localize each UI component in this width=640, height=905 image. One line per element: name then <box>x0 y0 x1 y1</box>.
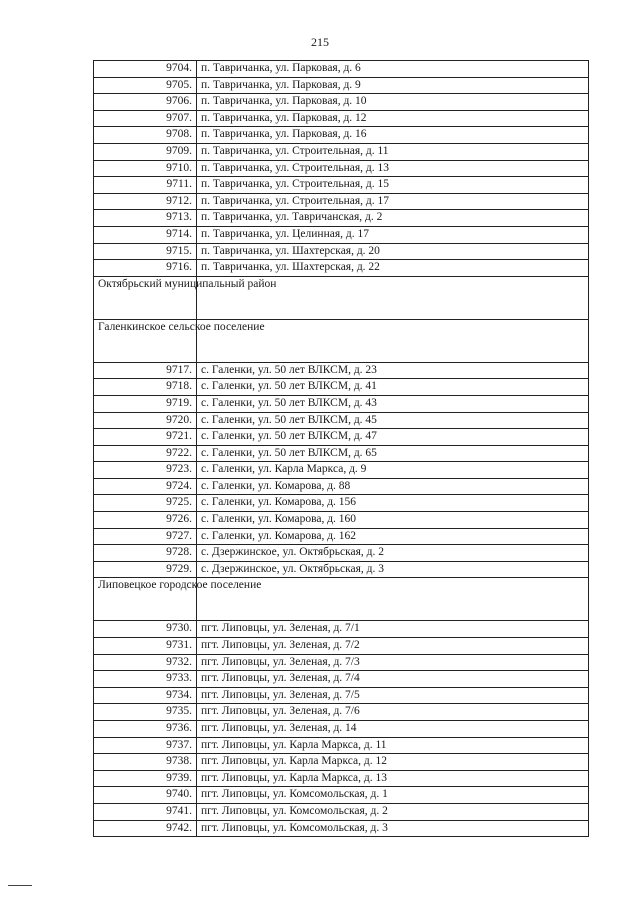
row-number: 9741. <box>94 803 197 820</box>
section-label: Галенкинское сельское поселение <box>94 319 197 362</box>
row-number: 9721. <box>94 429 197 446</box>
row-number: 9729. <box>94 561 197 578</box>
row-address: пгт. Липовцы, ул. Комсомольская, д. 3 <box>197 820 589 837</box>
row-number: 9719. <box>94 395 197 412</box>
row-number: 9711. <box>94 177 197 194</box>
row-address: п. Тавричанка, ул. Тавричанская, д. 2 <box>197 210 589 227</box>
table-row <box>94 193 589 210</box>
table-row <box>94 787 589 804</box>
footnote-divider <box>8 885 32 886</box>
row-address: п. Тавричанка, ул. Строительная, д. 17 <box>197 193 589 210</box>
row-number: 9706. <box>94 94 197 111</box>
row-number: 9736. <box>94 721 197 738</box>
table-row <box>94 621 589 638</box>
table-row <box>94 721 589 738</box>
table-row <box>94 412 589 429</box>
section-label: Октябрьский муниципальный район <box>94 276 197 319</box>
table-row <box>94 495 589 512</box>
row-address: пгт. Липовцы, ул. Комсомольская, д. 1 <box>197 787 589 804</box>
table-row <box>94 545 589 562</box>
row-address: с. Галенки, ул. Комарова, д. 88 <box>197 478 589 495</box>
row-address: с. Дзержинское, ул. Октябрьская, д. 2 <box>197 545 589 562</box>
table-row <box>94 770 589 787</box>
row-number: 9712. <box>94 193 197 210</box>
row-address: с. Галенки, ул. 50 лет ВЛКСМ, д. 23 <box>197 362 589 379</box>
table-row <box>94 94 589 111</box>
row-address: с. Галенки, ул. Карла Маркса, д. 9 <box>197 462 589 479</box>
row-number: 9723. <box>94 462 197 479</box>
row-number: 9730. <box>94 621 197 638</box>
table-row <box>94 512 589 529</box>
row-number: 9704. <box>94 61 197 78</box>
row-address: с. Галенки, ул. Комарова, д. 160 <box>197 512 589 529</box>
row-number: 9705. <box>94 77 197 94</box>
row-address: п. Тавричанка, ул. Парковая, д. 9 <box>197 77 589 94</box>
section-row <box>94 319 589 362</box>
row-address: пгт. Липовцы, ул. Зеленая, д. 7/5 <box>197 687 589 704</box>
table-row <box>94 362 589 379</box>
section-label: Липовецкое городское поселение <box>94 578 197 621</box>
table-row <box>94 110 589 127</box>
row-number: 9737. <box>94 737 197 754</box>
table-row <box>94 671 589 688</box>
section-row <box>94 276 589 319</box>
table-row <box>94 260 589 277</box>
row-number: 9707. <box>94 110 197 127</box>
row-number: 9708. <box>94 127 197 144</box>
row-address: п. Тавричанка, ул. Парковая, д. 16 <box>197 127 589 144</box>
row-address: пгт. Липовцы, ул. Зеленая, д. 7/3 <box>197 654 589 671</box>
row-number: 9739. <box>94 770 197 787</box>
table-row <box>94 820 589 837</box>
row-address: пгт. Липовцы, ул. Карла Маркса, д. 12 <box>197 754 589 771</box>
row-address: п. Тавричанка, ул. Парковая, д. 10 <box>197 94 589 111</box>
table-row <box>94 687 589 704</box>
table-row <box>94 143 589 160</box>
row-number: 9726. <box>94 512 197 529</box>
row-address: п. Тавричанка, ул. Строительная, д. 11 <box>197 143 589 160</box>
row-address: пгт. Липовцы, ул. Комсомольская, д. 2 <box>197 803 589 820</box>
row-number: 9728. <box>94 545 197 562</box>
row-address: пгт. Липовцы, ул. Зеленая, д. 7/2 <box>197 638 589 655</box>
table-row <box>94 395 589 412</box>
row-address: пгт. Липовцы, ул. Зеленая, д. 7/4 <box>197 671 589 688</box>
table-row <box>94 379 589 396</box>
table-row <box>94 445 589 462</box>
section-row <box>94 578 589 621</box>
row-address: п. Тавричанка, ул. Шахтерская, д. 20 <box>197 243 589 260</box>
table-row <box>94 462 589 479</box>
table-row <box>94 561 589 578</box>
table-row <box>94 528 589 545</box>
address-table-body <box>94 61 589 837</box>
row-address: пгт. Липовцы, ул. Зеленая, д. 14 <box>197 721 589 738</box>
row-address: с. Галенки, ул. Комарова, д. 156 <box>197 495 589 512</box>
row-number: 9717. <box>94 362 197 379</box>
row-address: п. Тавричанка, ул. Парковая, д. 12 <box>197 110 589 127</box>
row-address: пгт. Липовцы, ул. Зеленая, д. 7/1 <box>197 621 589 638</box>
table-row <box>94 638 589 655</box>
row-address: пгт. Липовцы, ул. Зеленая, д. 7/6 <box>197 704 589 721</box>
row-address: с. Дзержинское, ул. Октябрьская, д. 3 <box>197 561 589 578</box>
table-row <box>94 737 589 754</box>
row-address: п. Тавричанка, ул. Целинная, д. 17 <box>197 226 589 243</box>
row-number: 9732. <box>94 654 197 671</box>
row-address: п. Тавричанка, ул. Парковая, д. 6 <box>197 61 589 78</box>
row-number: 9725. <box>94 495 197 512</box>
row-number: 9734. <box>94 687 197 704</box>
row-number: 9720. <box>94 412 197 429</box>
page-number: 215 <box>311 35 329 49</box>
table-row <box>94 210 589 227</box>
address-table <box>93 60 589 837</box>
row-address: п. Тавричанка, ул. Строительная, д. 13 <box>197 160 589 177</box>
row-number: 9742. <box>94 820 197 837</box>
row-address: с. Галенки, ул. 50 лет ВЛКСМ, д. 41 <box>197 379 589 396</box>
table-row <box>94 429 589 446</box>
table-row <box>94 654 589 671</box>
table-row <box>94 803 589 820</box>
row-number: 9722. <box>94 445 197 462</box>
row-number: 9727. <box>94 528 197 545</box>
row-number: 9716. <box>94 260 197 277</box>
table-row <box>94 226 589 243</box>
row-number: 9713. <box>94 210 197 227</box>
table-row <box>94 478 589 495</box>
row-address: п. Тавричанка, ул. Строительная, д. 15 <box>197 177 589 194</box>
row-number: 9724. <box>94 478 197 495</box>
row-number: 9715. <box>94 243 197 260</box>
row-address: с. Галенки, ул. 50 лет ВЛКСМ, д. 43 <box>197 395 589 412</box>
table-row <box>94 704 589 721</box>
row-number: 9738. <box>94 754 197 771</box>
row-number: 9714. <box>94 226 197 243</box>
table-row <box>94 243 589 260</box>
row-address: пгт. Липовцы, ул. Карла Маркса, д. 11 <box>197 737 589 754</box>
row-address: пгт. Липовцы, ул. Карла Маркса, д. 13 <box>197 770 589 787</box>
row-address: п. Тавричанка, ул. Шахтерская, д. 22 <box>197 260 589 277</box>
row-address: с. Галенки, ул. 50 лет ВЛКСМ, д. 47 <box>197 429 589 446</box>
row-number: 9735. <box>94 704 197 721</box>
table-row <box>94 177 589 194</box>
table-row <box>94 160 589 177</box>
row-number: 9731. <box>94 638 197 655</box>
table-row <box>94 754 589 771</box>
row-number: 9709. <box>94 143 197 160</box>
row-number: 9718. <box>94 379 197 396</box>
table-row <box>94 61 589 78</box>
row-address: с. Галенки, ул. 50 лет ВЛКСМ, д. 65 <box>197 445 589 462</box>
table-row <box>94 127 589 144</box>
table-row <box>94 77 589 94</box>
row-number: 9710. <box>94 160 197 177</box>
row-address: с. Галенки, ул. 50 лет ВЛКСМ, д. 45 <box>197 412 589 429</box>
row-address: с. Галенки, ул. Комарова, д. 162 <box>197 528 589 545</box>
row-number: 9740. <box>94 787 197 804</box>
row-number: 9733. <box>94 671 197 688</box>
